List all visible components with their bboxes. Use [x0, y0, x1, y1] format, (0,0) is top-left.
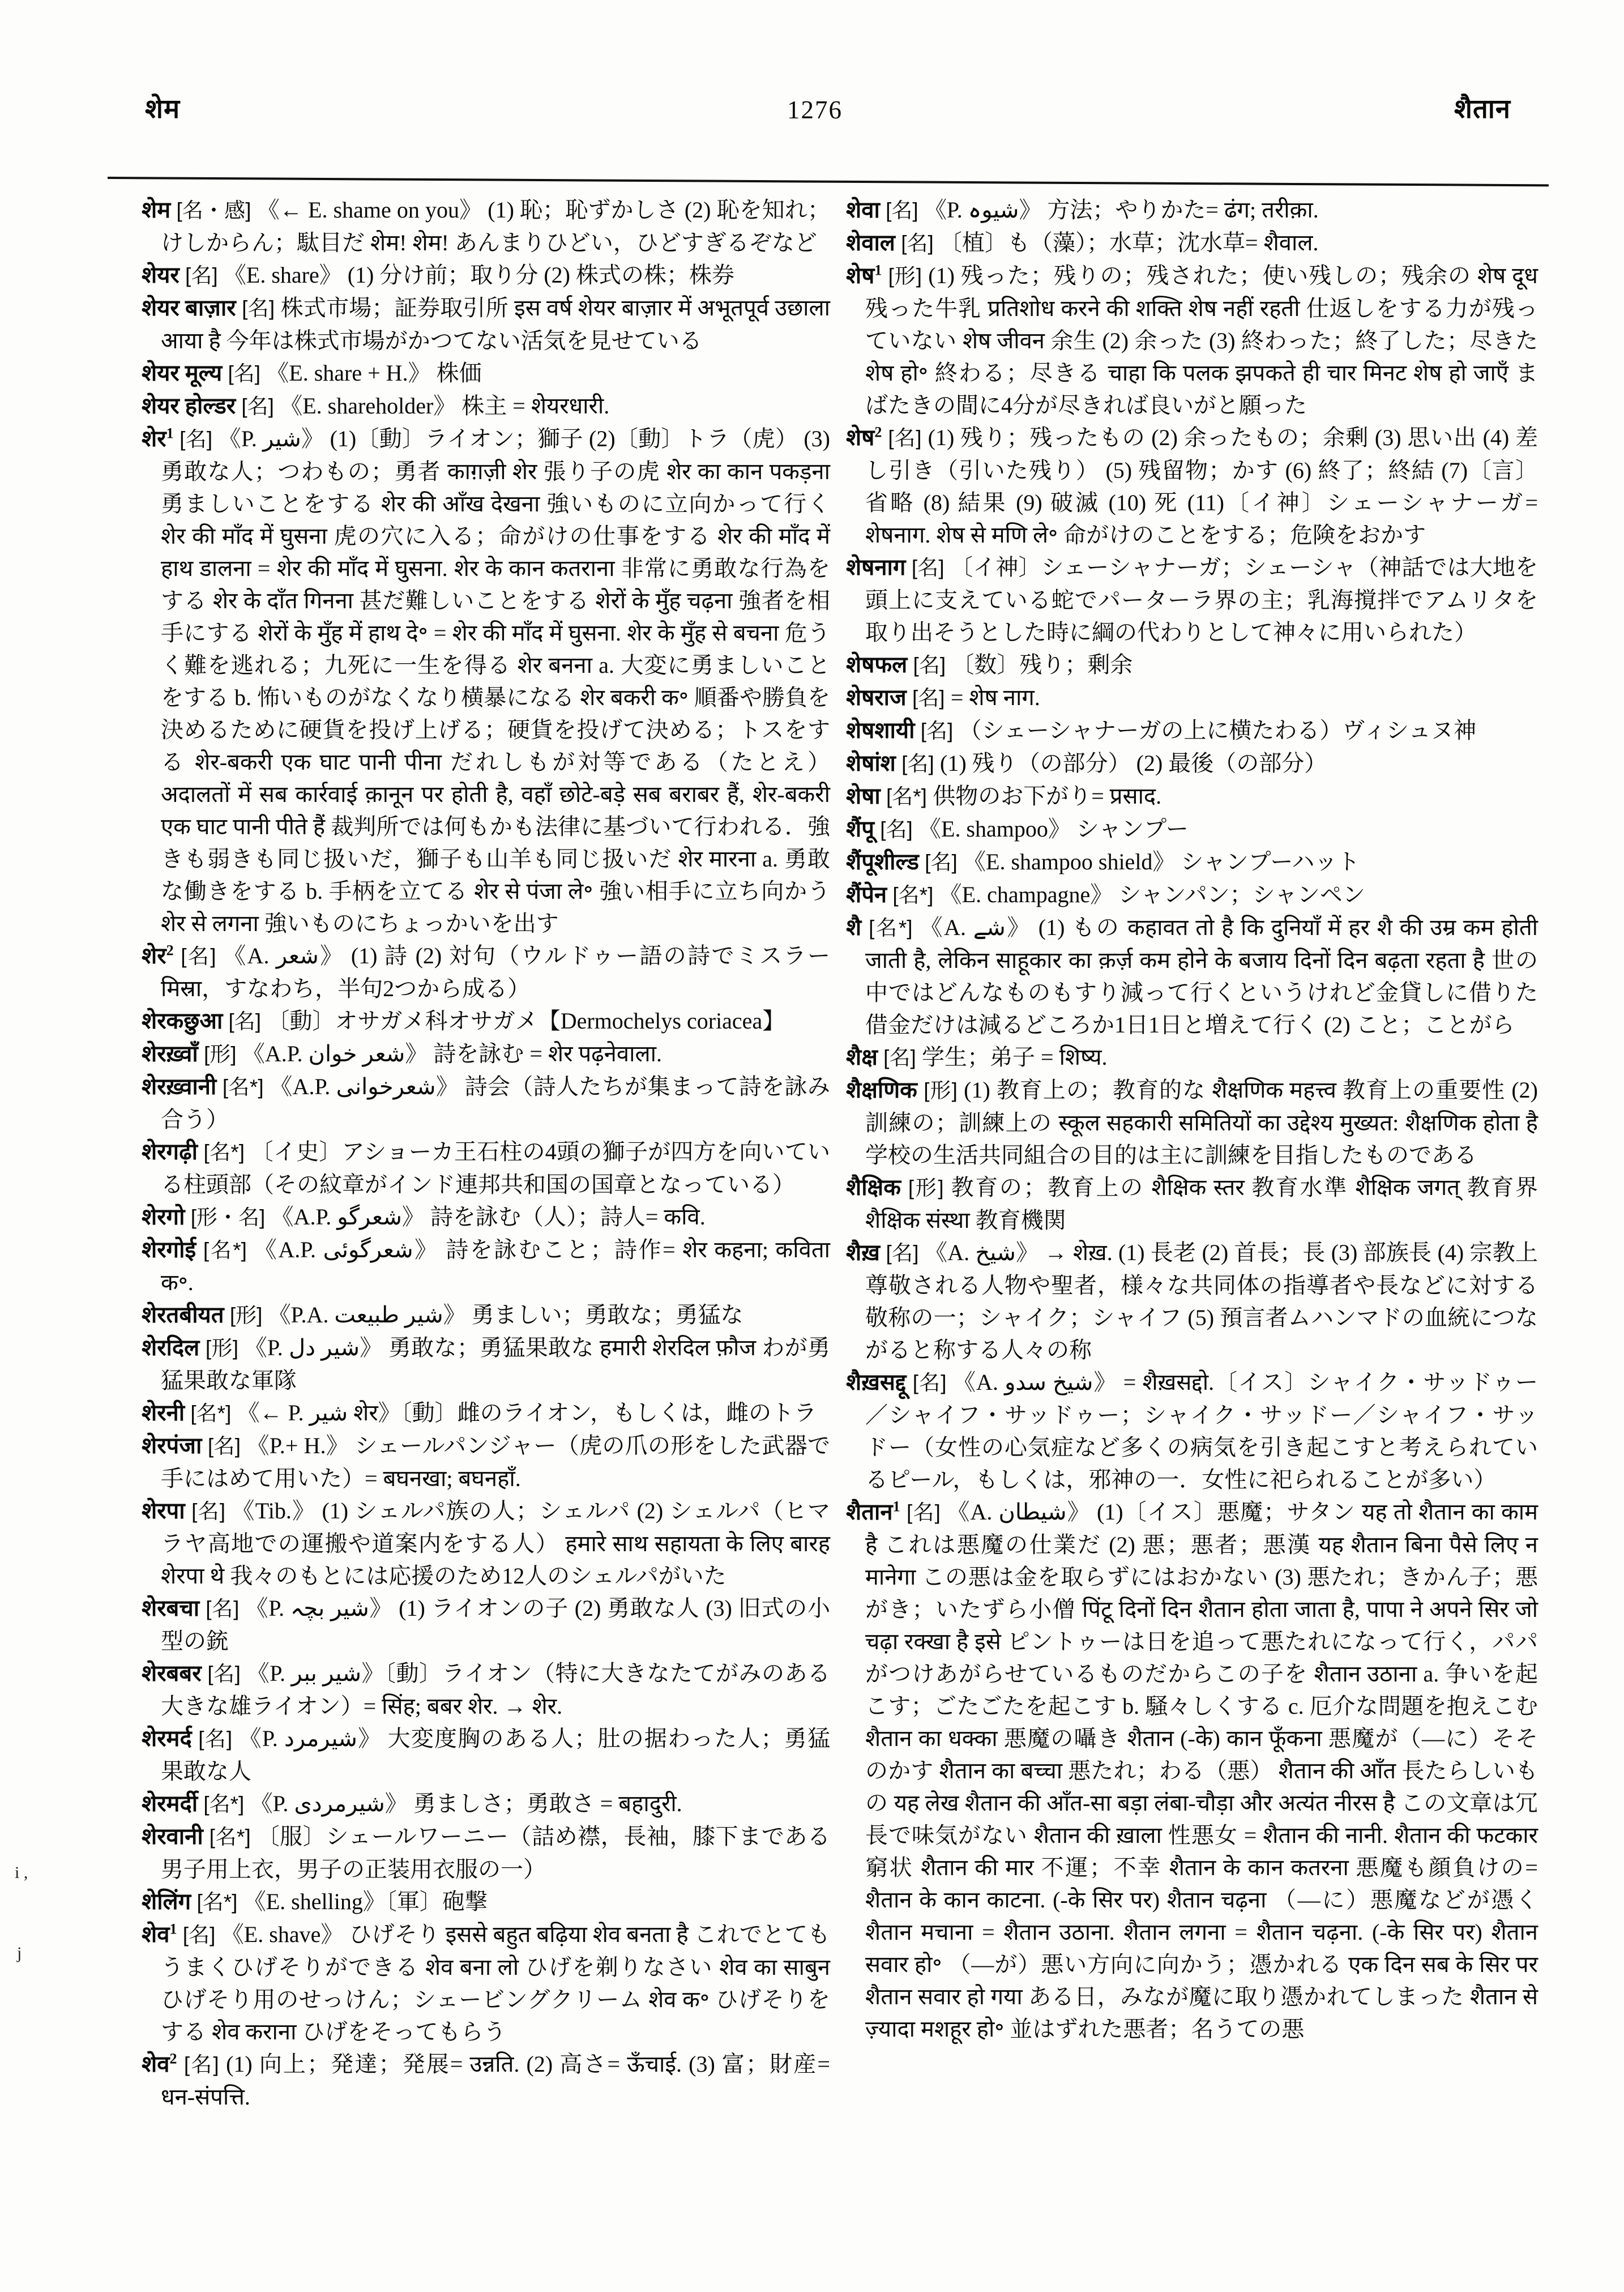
headword: शैक्षणिक [846, 1077, 917, 1103]
entry-body: 〔数〕残り；剰余 [951, 652, 1133, 677]
entry-body: 《P. شیر ببر》〔動〕ライオン（特に大きなたてがみのある大きな雄ライオン）= सिंह; बबर शेर. → शेर. [161, 1661, 830, 1719]
entry-body: = शेष नाग. [950, 685, 1040, 710]
headword: शैख़ [846, 1240, 880, 1265]
entry-body: 《A. شعر》 (1) 詩 (2) 対句（ウルドゥー語の詩でミスラー मिस्रा，すなわち，半句2つから成る） [161, 943, 831, 1001]
dictionary-entry [142, 2048, 830, 2113]
dictionary-entry [142, 1657, 830, 1722]
scan-artifact: j [17, 1944, 22, 1962]
headword: शेरबचा [142, 1595, 200, 1621]
entry-body: 《P. شیر بچہ》 (1) ライオンの子 (2) 勇敢な人 (3) 旧式の小型の銃 [161, 1595, 830, 1654]
part-of-speech-tag: [名] [191, 1727, 239, 1751]
dictionary-entry [142, 1005, 830, 1038]
left-column [142, 194, 830, 2113]
entry-body: 《E. shampoo shield》 シャンプーハット [963, 849, 1360, 874]
headword: शैक्ष [846, 1044, 878, 1070]
part-of-speech-tag: [名] [914, 719, 959, 742]
part-of-speech-tag: [名] [895, 752, 941, 775]
dictionary-entry [846, 648, 1538, 681]
part-of-speech-tag: [名] [199, 1597, 246, 1620]
dictionary-entry [142, 1038, 830, 1070]
entry-body: 《← E. shame on you》 (1) 恥；恥ずかしさ (2) 恥を知れ；けしからん；駄目だ शेम! शेम! あんまりひどい，ひどすぎるぞなど [161, 197, 830, 255]
headword: शेष [846, 263, 875, 288]
part-of-speech-tag: [名] [179, 264, 224, 287]
part-of-speech-tag: [名*] [861, 916, 920, 940]
entry-body: 《P. شیوہ》 方法；やりかた= ढंग; तरीक़ा. [924, 197, 1319, 223]
entry-body: 《P. شیرمرد》 大変度胸のある人；肚の据わった人；勇猛果敢な人 [161, 1726, 831, 1784]
dictionary-entry [846, 747, 1538, 780]
dictionary-entry [142, 390, 830, 422]
header-rule [108, 177, 1549, 186]
entry-body: 《E. shampoo》 シャンプー [918, 816, 1189, 842]
part-of-speech-tag: [名*] [196, 1239, 254, 1262]
part-of-speech-tag: [名] [202, 1435, 247, 1458]
dictionary-entry [846, 227, 1538, 259]
part-of-speech-tag: [名] [222, 362, 267, 385]
entry-body: 《A.P. شعرخوانی》 詩会（詩人たちが集まって詩を詠み合う） [161, 1074, 830, 1132]
part-of-speech-tag: [名] [879, 199, 924, 222]
entry-body: 《E. share》 (1) 分け前；取り分 (2) 株式の株；株券 [223, 262, 734, 288]
headword-sense-number: 1 [874, 262, 882, 279]
part-of-speech-tag: [名] [877, 1046, 922, 1069]
part-of-speech-tag: [名*] [216, 1075, 270, 1099]
headword: शैंपूशील्ड [846, 849, 919, 874]
headword: शेवाल [846, 230, 895, 255]
dictionary-entry [846, 911, 1538, 1041]
part-of-speech-tag: [名] [223, 1010, 267, 1033]
dictionary-entry [142, 1722, 830, 1787]
dictionary-entry [846, 1171, 1538, 1236]
part-of-speech-tag: [形] [198, 1043, 242, 1066]
headword: शेषफल [846, 652, 908, 677]
dictionary-entry [846, 846, 1538, 878]
part-of-speech-tag: [名] [906, 686, 951, 710]
headword: शेरबबर [142, 1661, 202, 1686]
dictionary-entry [846, 780, 1538, 813]
headword: शेव [142, 2051, 170, 2077]
part-of-speech-tag: [形] [917, 1079, 964, 1102]
part-of-speech-tag: [形・名] [185, 1206, 271, 1229]
entry-body: 《P. شیرمردی》 勇ましさ；勇敢さ = बहादुरी. [250, 1791, 682, 1816]
headword: शेषनाग [846, 554, 906, 580]
entry-body: 《← P. شیر शेर》〔動〕雌のライオン，もしくは，雌のトラ [237, 1400, 817, 1425]
entry-body: 《Tib.》 (1) シェルパ族の人；シェルパ (2) シェルパ（ヒマラヤ高地での運搬や道案内をする人） हमारे साथ सहायता के लिए बारह शेरपा थे 我々のもとには応援のため12人のシェルパがいた [161, 1498, 831, 1589]
part-of-speech-tag: [名] [882, 426, 928, 450]
entry-body: 《P. شیر》 (1)〔動〕ライオン；獅子 (2)〔動〕トラ（虎） (3) 勇敢な人；つわもの；勇者 काग़ज़ी शेर 張り子の虎 शेर का कान पकड़ना 勇ましいことをする शेर की आँख देखना 強いものに立向かって行く शेर की माँद में घुसना 虎の穴に入る；命がけの仕事をする शेर की माँद में हाथ डालना = शेर की माँद में घुसना. शेर के कान कतराना 非常に勇敢な行為をする शेर के दाँत गिनना 甚だ難しいことをする शेरों के मुँह चढ़ना 強者を相手にする शेरों के मुँह में हाथ दे॰ = शेर की माँद में घुसना. शेर के मुँह से बचना 危うく難を逃れる；九死に一生を得る शेर बनना a. 大変に勇ましいことをする b. 怖いものがなくなり横暴になる शेर बकरी क॰ 順番や勝負を決めるために硬貨を投げ上げる；硬貨を投げて決める；トスをする शेर-बकरी एक घाट पानी पीना だれしもが対等である（たとえ） अदालतों में सब कार्रवाई क़ानून पर होती है, वहाँ छोटे-बड़े सब बराबर हैं, शेर-बकरी एक घाट पानी पीते हैं 裁判所では何もかも法律に基づいて行われる．強きも弱きも同じ扱いだ，獅子も山羊も同じ扱いだ शेर मारना a. 勇敢な働きをする b. 手柄を立てる शेर से पंजा ले॰ 強い相手に立ち向かう शेर से लगना 強いものにちょっかいを出す [161, 426, 831, 936]
headword: शेरख़्वानी [142, 1074, 217, 1099]
entry-body: 《A.P. شعرگوئی》 詩を詠むこと；詩作= शेर कहना; कविता क॰. [161, 1237, 830, 1295]
entry-body: 〔動〕オサガメ科オサガメ【Dermochelys coriacea】 [267, 1008, 785, 1034]
headword: शेषशायी [846, 718, 915, 743]
headword-sense-number: 1 [166, 425, 174, 442]
headword: शेयर बाज़ार [142, 295, 236, 321]
headword: शेम [142, 197, 171, 223]
entry-body: (1) 残り（の部分） (2) 最後（の部分） [940, 750, 1327, 776]
headword: शेरपा [142, 1498, 185, 1523]
entry-body: 《E. shelling》〔軍〕砲撃 [243, 1889, 488, 1914]
dictionary-entry [846, 1236, 1538, 1366]
right-column [846, 194, 1538, 2045]
part-of-speech-tag: [名] [177, 1923, 221, 1947]
entry-body: 《A. شیطان》 (1)〔イス〕悪魔；サタン यह तो शैतान का काम है これは悪魔の仕業だ (2) 悪；悪者；悪漢 यह शैतान बिना पैसे लिए न मानेगा この悪は金を取らずにはおかない (3) 悪たれ；きかん子；悪がき；いたずら小僧 पिंटू दिनों दिन शैतान होता जाता है, पापा ने अपने सिर जो चढ़ा रक्खा है इसे ピントゥーは日を追って悪たれになって行く，パパがつけあがらせているものだからこの子を शैतान उठाना a. 争いを起こす；ごたごたを起こす b. 騒々しくする c. 厄介な問題を抱えこむ शैतान का धक्का 悪魔の囁き शैतान (-के) कान फूँकना 悪魔が（―に）そそのかす शैतान का बच्चा 悪たれ；わる（悪） शैतान की आँत 長たらしいもの यह लेख शैतान की आँत-सा बड़ा लंबा-चौड़ा और अत्यंत नीरस है この文章は冗長で味気がない शैतान की ख़ाला 性悪女 = शैतान की नानी. शैतान की फटकार 窮状 शैतान की मार 不運；不幸 शैतान के कान कतरना 悪魔も顔負けの= शैतान के कान काटना. (-के सिर पर) शैतान चढ़ना （―に）悪魔などが憑く शैतान मचाना = शैतान उठाना. शैतान लगना = शैतान चढ़ना. (-के सिर पर) शैतान सवार हो॰ （―が）悪い方向に向かう；憑かれる एक दिन सब के सिर पर शैतान सवार हो गया ある日，みなが魔に取り憑かれてしまった शैतान से ज़्यादा मशहूर हो॰ 並はずれた悪者；名うての悪 [865, 1499, 1538, 2042]
part-of-speech-tag: [名*] [203, 1825, 257, 1849]
scan-artifact: i , [15, 1863, 28, 1882]
headword: शेरगढ़ी [142, 1139, 198, 1164]
dictionary-entry [846, 194, 1538, 227]
part-of-speech-tag: [名] [879, 1241, 925, 1265]
headword: शैंपेन [846, 882, 887, 907]
dictionary-entry [142, 1201, 830, 1234]
entry-body: 《E. champagne》 シャンパン；シャンペン [939, 882, 1365, 907]
entry-body: 株式市場；証券取引所 इस वर्ष शेयर बाज़ार में अभूतपूर्व उछाला आया है 今年は株式市場がかつてない活気を見せている [161, 295, 830, 353]
part-of-speech-tag: [名] [236, 395, 280, 418]
headword: शेवा [846, 197, 880, 223]
part-of-speech-tag: [名] [177, 2053, 226, 2076]
part-of-speech-tag: [名] [236, 297, 281, 320]
dictionary-entry [846, 259, 1538, 421]
headword: शेव [142, 1922, 170, 1947]
headword: शेरपंजा [142, 1433, 202, 1458]
dictionary-entry [142, 1885, 830, 1918]
headword-sense-number: 2 [874, 424, 882, 441]
guide-word-right: शैतान [1454, 95, 1511, 124]
headword: शैंपू [846, 816, 874, 842]
entry-body: 《P. شیر دل》 勇敢な；勇猛果敢な हमारी शेरदिल फ़ौज わが勇猛果敢な軍隊 [161, 1335, 831, 1393]
headword: शेष [846, 425, 875, 450]
part-of-speech-tag: [形] [882, 264, 929, 288]
dictionary-entry [846, 421, 1538, 551]
entry-body: (1) 残り；残ったもの (2) 余ったもの；余剰 (3) 思い出 (4) 差し引き（引いた残り） (5) 残留物；かす (6) 終了；終結 (7)〔言〕省略 (8) 結果 (9) 破滅 (10) 死 (11)〔イ神〕シェーシャナーガ= शेषनाग. शेष से मणि ले॰ 命がけのことをする；危険をおかす [865, 425, 1538, 548]
part-of-speech-tag: [名] [173, 945, 224, 968]
headword: शेयर होल्डर [142, 393, 236, 419]
entry-body: 学生；弟子 = शिष्य. [922, 1044, 1108, 1070]
headword: शेरगो [142, 1204, 185, 1230]
headword: शेयर मूल्य [142, 360, 223, 386]
entry-body: 《P.A. شیر طبیعت》 勇ましい；勇敢な；勇猛な [268, 1302, 743, 1328]
dictionary-entry [846, 551, 1538, 648]
headword: शेरकछुआ [142, 1008, 223, 1034]
part-of-speech-tag: [名] [895, 232, 940, 255]
dictionary-entry [142, 1918, 830, 2048]
part-of-speech-tag: [名] [185, 1500, 232, 1523]
part-of-speech-tag: [名*] [185, 1402, 237, 1425]
headword: शेलिंग [142, 1889, 191, 1914]
entry-body: (1) 残った；残りの；残された；使い残しの；残余の शेष दूध 残った牛乳 प्रतिशोध करने की शक्ति शेष नहीं रहती 仕返しをする力が残っていない शेष जीवन 余生 (2) 余った (3) 終わった；終了した；尽きた शेष हो॰ 終わる；尽きる चाहा कि पलक झपकते ही चार मिनट शेष हो जाएँ まばたきの間に4分が尽きれば良いがと願った [865, 263, 1538, 418]
part-of-speech-tag: [名*] [191, 1890, 243, 1914]
guide-word-left: शेम [145, 95, 181, 124]
entry-body: 《E. shareholder》 株主 = शेयरधारी. [280, 393, 610, 419]
part-of-speech-tag: [名*] [198, 1792, 250, 1816]
entry-body: 《E. share + H.》 株価 [266, 360, 482, 386]
entry-body: (1) 教育上の；教育的な शैक्षणिक महत्त्व 教育上の重要性 (2) 訓練の；訓練上の स्कूल सहकारी समितियों का उद्देश्य मुख्यत: शैक्षणिक होता है 学校の生活共同組合の目的は主に訓練を目指したものである [865, 1077, 1538, 1168]
entry-body: 〔イ史〕アショーカ王石柱の4頭の獅子が四方を向いている柱頭部（その紋章がインド連邦共和国の国章となっている） [161, 1139, 830, 1197]
part-of-speech-tag: [名*] [887, 883, 939, 907]
entry-body: 《A.P. شعرگو》 詩を詠む（人）；詩人= कवि. [271, 1204, 706, 1230]
entry-body: 教育の；教育上の शैक्षिक स्तर 教育水準 शैक्षिक जगत् 教育界 शैक्षिक संस्था 教育機関 [865, 1175, 1538, 1233]
headword: शेरख़्वाँ [142, 1041, 198, 1066]
dictionary-entry [142, 357, 830, 390]
headword: शेर [142, 426, 166, 451]
entry-body: 〔イ神〕シェーシャナーガ；シェーシャ（神話では大地を頭上に支えている蛇でパーターラ界の主；乳海撹拌でアムリタを取り出そうとした時に綱の代わりとして神々に用いられた） [865, 554, 1538, 645]
part-of-speech-tag: [名*] [880, 785, 933, 808]
dictionary-entry [142, 1429, 830, 1495]
entry-body: （シェーシャナーガの上に横たわる）ヴィシュヌ神 [959, 718, 1477, 743]
dictionary-entry [846, 878, 1538, 911]
dictionary-entry [142, 1234, 830, 1299]
dictionary-entry [142, 1592, 830, 1657]
dictionary-entry [142, 1787, 830, 1820]
dictionary-entry [846, 681, 1538, 714]
dictionary-entry [142, 292, 830, 357]
headword: शेषांश [846, 750, 896, 776]
headword: शेषा [846, 783, 881, 809]
headword: शेरवानी [142, 1824, 203, 1849]
part-of-speech-tag: [名] [918, 851, 964, 874]
part-of-speech-tag: [名] [906, 1371, 953, 1394]
entry-body: 《P.+ H.》 シェールパンジャー（虎の爪の形をした武器で手にはめて用いた）= बघनखा; बघनहाँ. [161, 1433, 830, 1491]
part-of-speech-tag: [名] [907, 654, 952, 677]
headword-sense-number: 1 [892, 1498, 900, 1515]
headword: शेरगोई [142, 1237, 196, 1262]
dictionary-entry [142, 1397, 830, 1429]
headword: शेर [142, 943, 166, 968]
dictionary-entry [142, 194, 830, 259]
dictionary-entry [142, 1495, 830, 1592]
headword: शै [846, 915, 862, 940]
headword-sense-number: 1 [169, 1920, 177, 1937]
dictionary-entry [846, 1041, 1538, 1074]
headword-sense-number: 2 [169, 2050, 177, 2067]
entry-body: 《A. شیخ》 → शेख़. (1) 長老 (2) 首長；長 (3) 部族長 (4) 宗教上尊敬される人物や聖者，様々な共同体の指導者や長などに対する敬称の一；シャイク；シャイフ (5) 預言者ムハンマドの血統につながると称する人々の称 [865, 1240, 1538, 1363]
headword: शेषराज [846, 685, 907, 710]
headword: शेरमर्द [142, 1726, 192, 1751]
part-of-speech-tag: [名*] [197, 1141, 251, 1164]
dictionary-entry [142, 1070, 830, 1136]
dictionary-entry [142, 422, 830, 940]
dictionary-entry [846, 1074, 1538, 1171]
entry-body: 《A. شیخ سدو》 = शैख़सद्दो.〔イス〕シャイク・サッドゥー／シャイフ・サッドゥー；シャイク・サッドー／シャイフ・サッドー（女性の心気症など多くの病気を引き起こすと考えられているピール，もしくは，邪神の一．女性に祀られることが多い） [865, 1369, 1538, 1492]
part-of-speech-tag: [名] [201, 1662, 247, 1685]
dictionary-entry [142, 1299, 830, 1331]
dictionary-entry [846, 714, 1538, 747]
headword: शेरनी [142, 1400, 185, 1425]
dictionary-entry [142, 1820, 830, 1885]
entry-body: (1) 向上；発達；発展= उन्नति. (2) 高さ= ऊँचाई. (3) 富；財産= धन-संपत्ति. [161, 2051, 830, 2110]
headword: शेरतबीयत [142, 1302, 224, 1328]
headword: शेरमर्दी [142, 1791, 198, 1816]
part-of-speech-tag: [名] [173, 428, 219, 451]
entry-body: 〔植〕も（藻）；水草；沈水草= शैवाल. [939, 230, 1319, 255]
part-of-speech-tag: [形] [199, 1337, 245, 1360]
part-of-speech-tag: [名] [874, 818, 919, 841]
headword: शैक्षिक [846, 1175, 901, 1200]
dictionary-entry [142, 940, 830, 1005]
dictionary-entry [142, 1331, 830, 1397]
entry-body: 《E. shave》 ひげそり इससे बहुत बढ़िया शेव बनता है これでとてもうまくひげそりができる शेव बना लो ひげを剃りなさい शेव का साबुन ひげそり用のせっけん；シェービングクリーム शेव क॰ ひげそりをする शेव कराना ひげをそってもらう [161, 1922, 830, 2045]
part-of-speech-tag: [名] [905, 556, 951, 579]
dictionary-entry [142, 1136, 830, 1201]
entry-body: 〔服〕シェールワーニー（詰め襟，長袖，膝下まである男子用上衣，男子の正装用衣服の一） [161, 1824, 830, 1882]
dictionary-entry [846, 1496, 1538, 2045]
headword: शैतान [846, 1499, 893, 1525]
entry-body: 《A. شے》 (1) もの कहावत तो है कि दुनियाँ में हर शै की उम्र कम होती जाती है, लेकिन साहूकार का क़र्ज़ कम होने के बजाय दिनों दिन बढ़ता रहता है 世の中ではどんなものもすり減って行くというけれど金貸しに借りた借金だけは減るどころか1日1日と増えて行く (2) こと；ことがら [865, 915, 1538, 1038]
headword: शैख़सद्दू [846, 1369, 907, 1395]
entry-body: 供物のお下がり= प्रसाद. [933, 783, 1162, 809]
part-of-speech-tag: [形] [900, 1176, 951, 1200]
part-of-speech-tag: [形] [224, 1304, 268, 1327]
part-of-speech-tag: [名・感] [170, 199, 257, 222]
headword-sense-number: 2 [166, 942, 174, 959]
dictionary-entry [142, 259, 830, 292]
dictionary-entry [846, 1366, 1538, 1496]
entry-body: 《A.P. شعر خوان》 詩を詠む = शेर पढ़नेवाला. [242, 1041, 662, 1066]
part-of-speech-tag: [名] [900, 1501, 947, 1524]
page-number: 1276 [787, 96, 843, 124]
headword: शेयर [142, 262, 180, 288]
headword: शेरदिल [142, 1335, 200, 1360]
dictionary-entry [846, 813, 1538, 846]
